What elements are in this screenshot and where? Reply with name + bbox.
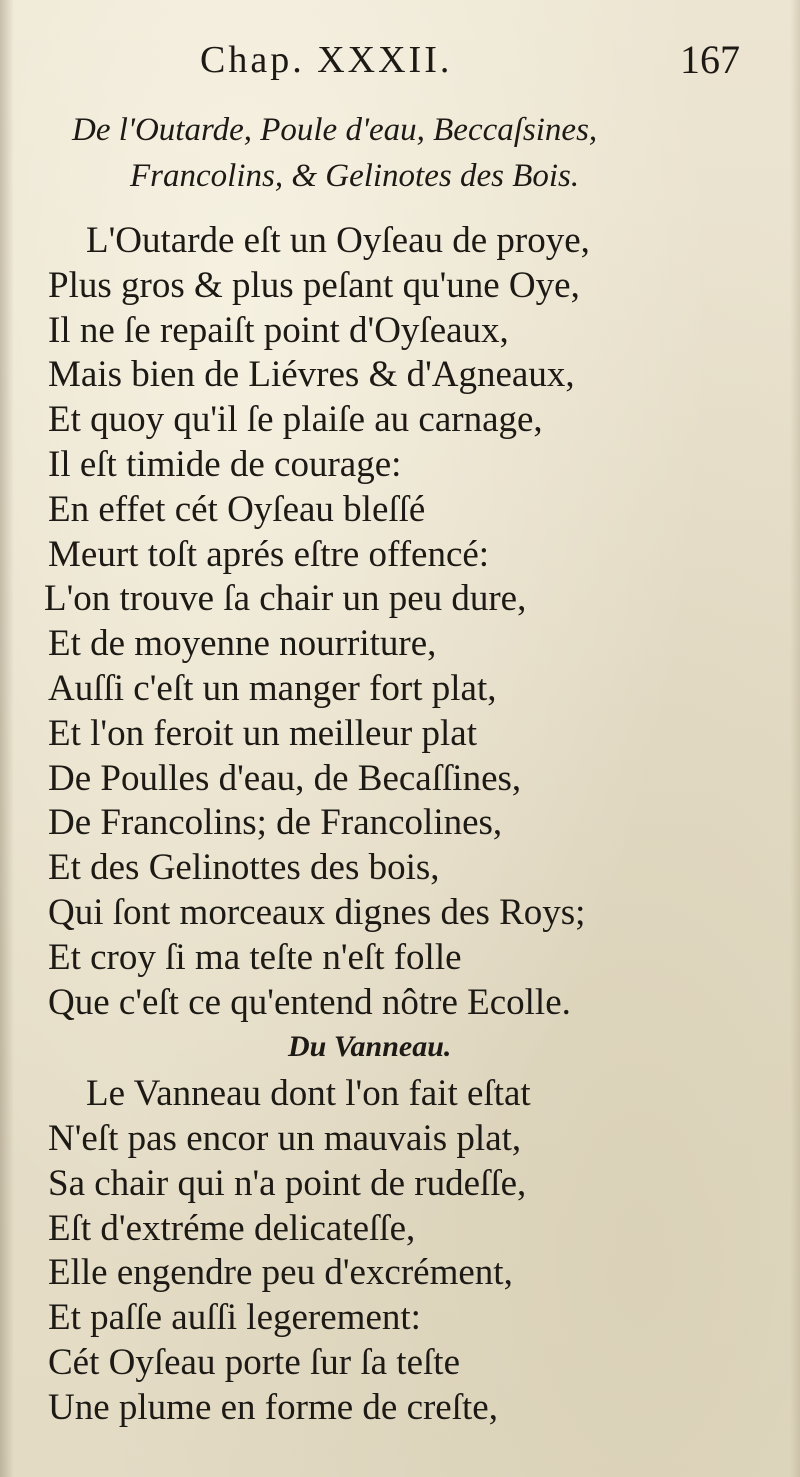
page-gutter-shadow	[0, 0, 14, 1477]
verse-line: Il ne ſe repaiſt point d'Oyſeaux,	[48, 309, 509, 351]
verse-line: Et croy ſi ma teſte n'eſt folle	[48, 936, 462, 978]
verse-line: Et quoy qu'il ſe plaiſe au carnage,	[48, 399, 543, 441]
verse-line: Une plume en forme de creſte,	[48, 1386, 498, 1428]
verse-line: Elle engendre peu d'excrément,	[48, 1252, 513, 1294]
verse-line: De Poulles d'eau, de Becaſſines,	[48, 757, 522, 799]
verse-line: En effet cét Oyſeau bleſſé	[48, 488, 426, 530]
verse-line: Que c'eſt ce qu'entend nôtre Ecolle.	[48, 981, 571, 1023]
section-title-line-1: De l'Outarde, Poule d'eau, Beccaſsines,	[72, 112, 598, 148]
verse-line: Et des Gelinottes des bois,	[48, 847, 440, 889]
page-number: 167	[680, 37, 740, 82]
verse-line: N'eſt pas encor un mauvais plat,	[48, 1118, 522, 1159]
running-head: Chap. XXXII.	[200, 39, 453, 81]
verse-line: L'on trouve ſa chair un peu dure,	[44, 578, 527, 620]
verse-line: Auſſi c'eſt un manger fort plat,	[48, 668, 497, 709]
verse-line: Et l'on feroit un meilleur plat	[48, 712, 477, 754]
verse-line: Eſt d'extréme delicateſſe,	[48, 1207, 416, 1249]
verse-line: L'Outarde eſt un Oyſeau de proye,	[86, 220, 590, 261]
section-title-vanneau: Du Vanneau.	[288, 1030, 452, 1064]
section-title-line-2: Francolins, & Gelinotes des Bois.	[130, 158, 580, 194]
verse-line: Le Vanneau dont l'on fait eſtat	[86, 1073, 531, 1115]
verse-line: Sa chair qui n'a point de rudeſſe,	[48, 1162, 527, 1204]
page-edge-shadow	[790, 0, 800, 1477]
verse-line: Mais bien de Liévres & d'Agneaux,	[48, 354, 575, 396]
verse-line: Et paſſe auſſi legerement:	[48, 1297, 421, 1339]
verse-line: Et de moyenne nourriture,	[48, 623, 437, 665]
verse-line: Cét Oyſeau porte ſur ſa teſte	[48, 1342, 460, 1383]
verse-line: Plus gros & plus peſant qu'une Oye,	[48, 264, 580, 306]
verse-line: Meurt toſt aprés eſtre offencé:	[48, 533, 490, 575]
verse-line: Qui ſont morceaux dignes des Roys;	[48, 892, 586, 933]
verse-line: Il eſt timide de courage:	[48, 444, 402, 485]
verse-line: De Francolins; de Francolines,	[48, 802, 503, 844]
